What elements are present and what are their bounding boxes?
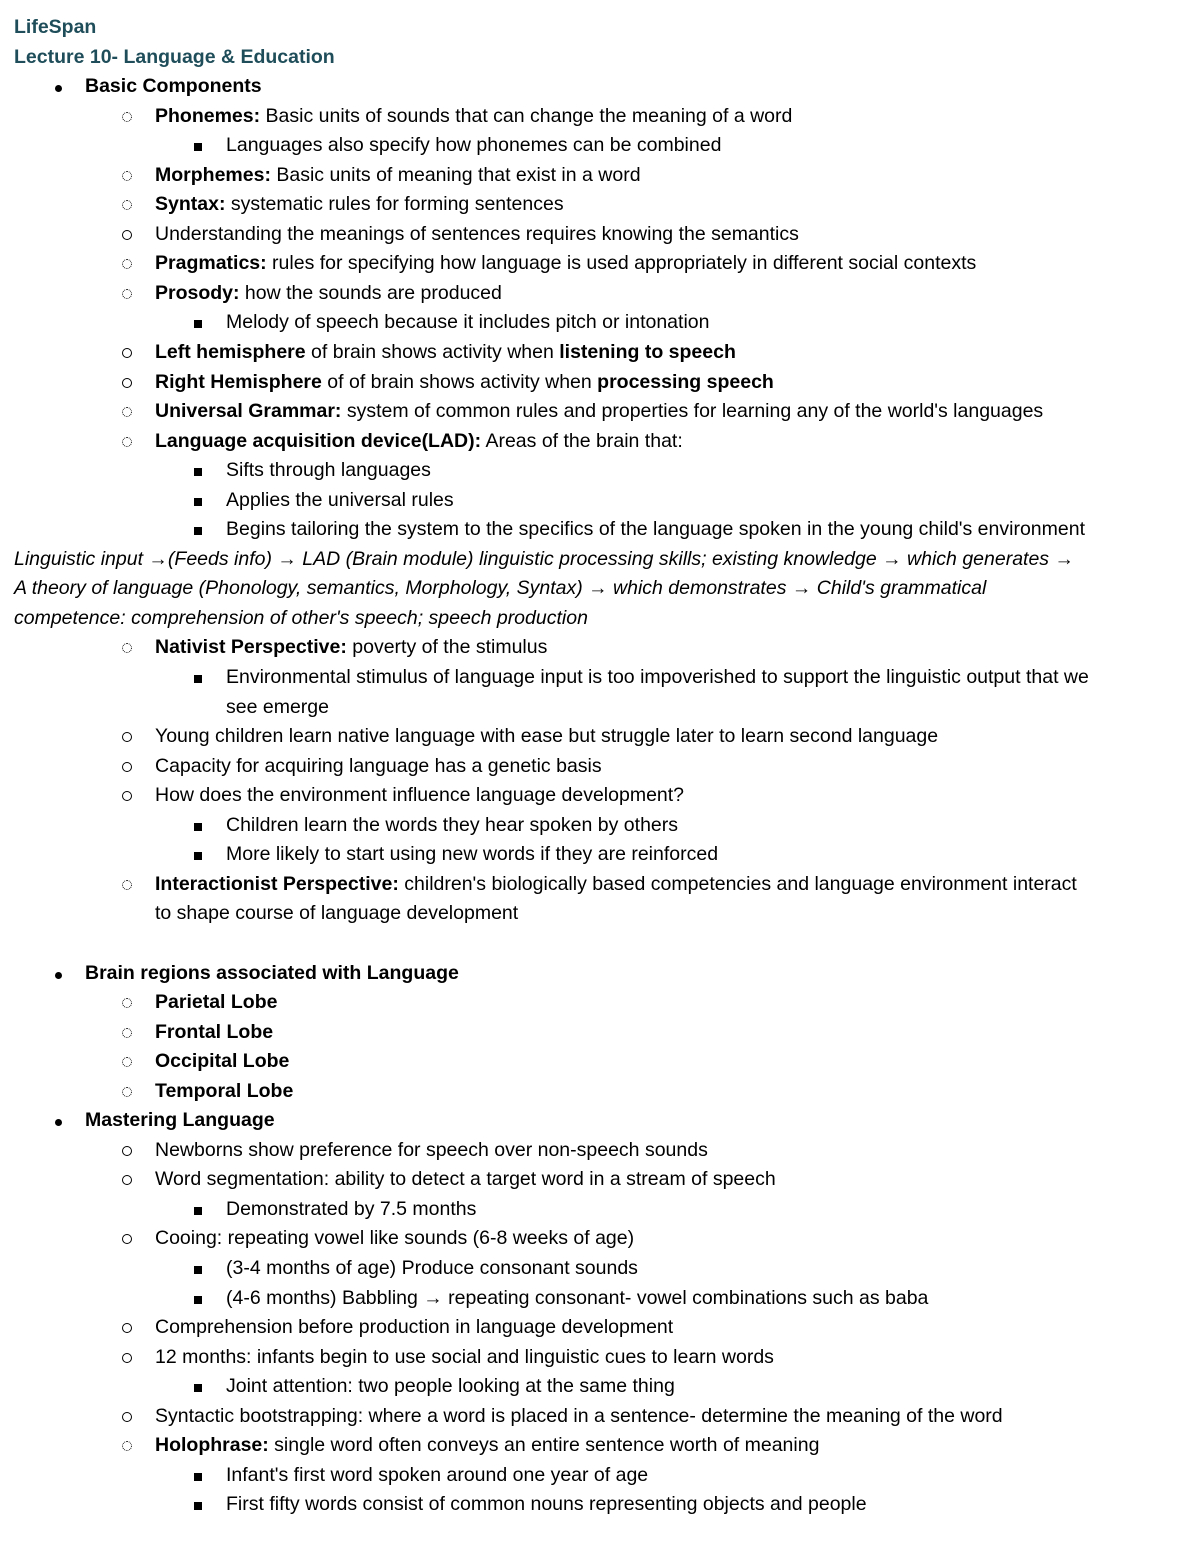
- line-text: [155, 1223, 634, 1253]
- body-text: (4-6 months) Babbling → repeating consonant- vowel combinations such as baba: [226, 1286, 929, 1309]
- body-text: Melody of speech because it includes pitch or intonation: [226, 311, 710, 334]
- line-text: [226, 130, 721, 160]
- body-text: single word often conveys an entire sentence worth of meaning: [268, 1434, 820, 1457]
- course-title: LifeSpan: [14, 16, 97, 38]
- dotted-bullet-icon: [117, 101, 137, 131]
- body-text: 12 months: infants begin to use social and linguistic cues to learn words: [155, 1345, 774, 1368]
- line-text: [155, 1076, 293, 1106]
- hollow-bullet-icon: [117, 219, 137, 249]
- hollow-bullet-icon: [117, 367, 137, 397]
- bold-term: Syntax:: [155, 193, 226, 216]
- square-bullet-icon: [188, 1489, 208, 1519]
- body-text: How does the environment influence language development?: [155, 784, 685, 807]
- body-text: More likely to start using new words if they are reinforced: [226, 843, 719, 866]
- line-text: [155, 160, 641, 190]
- body-text: Comprehension before production in language development: [155, 1316, 674, 1339]
- bold-term: Pragmatics:: [155, 252, 267, 275]
- body-text: Capacity for acquiring language has a genetic basis: [155, 754, 602, 777]
- line-text: [155, 396, 1043, 426]
- hollow-bullet-icon: [117, 1342, 137, 1372]
- line-text: [155, 426, 683, 456]
- lecture-title: Lecture 10- Language & Education: [14, 46, 335, 68]
- line-text: [155, 721, 938, 751]
- bold-term: Morphemes:: [155, 163, 271, 186]
- line-text: [226, 810, 678, 840]
- body-text: First fifty words consist of common nouns representing objects and people: [226, 1493, 867, 1516]
- dotted-bullet-icon: [117, 632, 137, 662]
- body-text: of brain shows activity when: [305, 340, 560, 363]
- body-text: systematic rules for forming sentences: [225, 193, 564, 216]
- square-bullet-icon: [188, 1283, 208, 1313]
- body-text: Newborns show preference for speech over non-speech sounds: [155, 1138, 708, 1161]
- bold-term: Nativist Perspective:: [155, 636, 347, 659]
- line-text: [226, 839, 718, 869]
- hollow-bullet-icon: [117, 751, 137, 781]
- dotted-bullet-icon: [117, 1046, 137, 1076]
- line-text: [155, 278, 502, 308]
- bold-term: Occipital Lobe: [155, 1050, 290, 1073]
- line-text: [14, 544, 1074, 574]
- square-bullet-icon: [188, 1194, 208, 1224]
- body-text: Demonstrated by 7.5 months: [226, 1197, 477, 1220]
- square-bullet-icon: [188, 1460, 208, 1490]
- line-text: [155, 632, 547, 662]
- line-text: [155, 987, 277, 1017]
- hollow-bullet-icon: [117, 1164, 137, 1194]
- line-text: [226, 1283, 928, 1313]
- body-text: how the sounds are produced: [239, 281, 502, 304]
- italic-text: competence: comprehension of other's speech; speech production: [14, 606, 588, 629]
- line-text: [226, 1489, 867, 1519]
- bold-term: Brain regions associated with Language: [85, 961, 459, 984]
- body-text: Sifts through languages: [226, 459, 431, 482]
- square-bullet-icon: [188, 514, 208, 544]
- dotted-bullet-icon: [117, 426, 137, 456]
- filled-bullet-icon: [48, 958, 68, 988]
- line-text: [155, 1164, 776, 1194]
- line-text: [85, 958, 459, 988]
- line-text: [226, 514, 1085, 544]
- filled-bullet-icon: [48, 71, 68, 101]
- line-text: [155, 1017, 273, 1047]
- square-bullet-icon: [188, 662, 208, 692]
- body-text: Applies the universal rules: [226, 488, 454, 511]
- dotted-bullet-icon: [117, 189, 137, 219]
- line-text: [226, 692, 329, 722]
- line-text: [14, 573, 986, 603]
- bold-term: Universal Grammar:: [155, 400, 342, 423]
- line-text: [14, 603, 588, 633]
- body-text: poverty of the stimulus: [346, 636, 548, 659]
- line-text: [155, 898, 518, 928]
- line-text: [155, 337, 736, 367]
- body-text: system of common rules and properties for learning any of the world's languages: [341, 400, 1044, 423]
- hollow-bullet-icon: [117, 1312, 137, 1342]
- line-text: [155, 1135, 708, 1165]
- dotted-bullet-icon: [117, 248, 137, 278]
- line-text: [226, 485, 454, 515]
- bold-term: Frontal Lobe: [155, 1020, 274, 1043]
- bold-term: Parietal Lobe: [155, 991, 278, 1014]
- dotted-bullet-icon: [117, 1017, 137, 1047]
- dotted-bullet-icon: [117, 987, 137, 1017]
- line-text: [155, 1401, 1003, 1431]
- square-bullet-icon: [188, 455, 208, 485]
- line-text: [155, 869, 1077, 899]
- bold-term: Prosody:: [155, 281, 240, 304]
- dotted-bullet-icon: [117, 1430, 137, 1460]
- line-text: [226, 455, 431, 485]
- square-bullet-icon: [188, 485, 208, 515]
- hollow-bullet-icon: [117, 1401, 137, 1431]
- dotted-bullet-icon: [117, 869, 137, 899]
- bold-term: Mastering Language: [85, 1109, 275, 1132]
- body-text: Cooing: repeating vowel like sounds (6-8 weeks of age): [155, 1227, 635, 1250]
- line-text: [226, 1371, 675, 1401]
- body-text: Areas of the brain that:: [481, 429, 683, 452]
- line-text: [155, 219, 799, 249]
- bold-term: Basic Components: [85, 75, 262, 97]
- bold-term: Language acquisition device(LAD):: [155, 429, 482, 452]
- italic-text: Linguistic input →(Feeds info) → LAD (Brain module) linguistic processing skills; existing knowledge → which generates →: [14, 547, 1074, 570]
- body-text: Basic units of meaning that exist in a word: [270, 163, 641, 186]
- square-bullet-icon: [188, 130, 208, 160]
- bold-term: Right Hemisphere: [155, 370, 322, 393]
- dotted-bullet-icon: [117, 1076, 137, 1106]
- body-text: see emerge: [226, 695, 329, 718]
- body-text: Children learn the words they hear spoken by others: [226, 813, 679, 836]
- square-bullet-icon: [188, 1253, 208, 1283]
- body-text: Word segmentation: ability to detect a target word in a stream of speech: [155, 1168, 776, 1191]
- square-bullet-icon: [188, 307, 208, 337]
- body-text: (3-4 months of age) Produce consonant sounds: [226, 1257, 638, 1279]
- square-bullet-icon: [188, 1371, 208, 1401]
- square-bullet-icon: [188, 810, 208, 840]
- bold-term: Left hemisphere: [155, 340, 306, 363]
- dotted-bullet-icon: [117, 160, 137, 190]
- line-text: [155, 1312, 673, 1342]
- line-text: [85, 1105, 275, 1135]
- bold-term: listening to speech: [559, 340, 736, 363]
- line-text: [155, 751, 602, 781]
- line-text: [155, 780, 684, 810]
- body-text: rules for specifying how language is used appropriately in different social contexts: [266, 252, 977, 275]
- hollow-bullet-icon: [117, 1135, 137, 1165]
- body-text: to shape course of language development: [155, 902, 519, 925]
- bold-term: Interactionist Perspective:: [155, 872, 399, 895]
- hollow-bullet-icon: [117, 1223, 137, 1253]
- bold-term: Temporal Lobe: [155, 1079, 294, 1102]
- bold-term: Holophrase:: [155, 1434, 269, 1457]
- line-text: [155, 248, 976, 278]
- dotted-bullet-icon: [117, 278, 137, 308]
- line-text: [85, 71, 262, 101]
- line-text: [226, 307, 709, 337]
- line-text: [155, 1046, 289, 1076]
- line-text: [155, 101, 792, 131]
- hollow-bullet-icon: [117, 337, 137, 367]
- bold-term: processing speech: [597, 370, 774, 393]
- body-text: Infant's first word spoken around one year of age: [226, 1463, 649, 1486]
- filled-bullet-icon: [48, 1105, 68, 1135]
- body-text: Understanding the meanings of sentences requires knowing the semantics: [155, 222, 799, 245]
- body-text: of of brain shows activity when: [321, 370, 598, 393]
- body-text: children's biologically based competencies and language environment interact: [398, 872, 1077, 895]
- body-text: Basic units of sounds that can change the meaning of a word: [260, 104, 793, 127]
- line-text: [155, 189, 564, 219]
- body-text: Environmental stimulus of language input is too impoverished to support the linguistic output that we: [226, 666, 1089, 688]
- body-text: Young children learn native language with ease but struggle later to learn second language: [155, 725, 939, 748]
- line-text: [226, 1460, 648, 1490]
- line-text: [155, 367, 774, 397]
- body-text: Syntactic bootstrapping: where a word is placed in a sentence- determine the meaning of the word: [155, 1404, 1003, 1427]
- line-text: [226, 1253, 638, 1283]
- bold-term: Phonemes:: [155, 104, 261, 127]
- dotted-bullet-icon: [117, 396, 137, 426]
- italic-text: A theory of language (Phonology, semantics, Morphology, Syntax) → which demonstrates → Child's grammatical: [14, 577, 987, 600]
- square-bullet-icon: [188, 839, 208, 869]
- line-text: [226, 1194, 476, 1224]
- hollow-bullet-icon: [117, 721, 137, 751]
- line-text: [226, 662, 1089, 692]
- body-text: Languages also specify how phonemes can be combined: [226, 134, 722, 157]
- hollow-bullet-icon: [117, 780, 137, 810]
- body-text: Joint attention: two people looking at the same thing: [226, 1375, 675, 1398]
- line-text: [155, 1430, 819, 1460]
- line-text: [155, 1342, 774, 1372]
- body-text: Begins tailoring the system to the specifics of the language spoken in the young child's environment: [226, 518, 1085, 541]
